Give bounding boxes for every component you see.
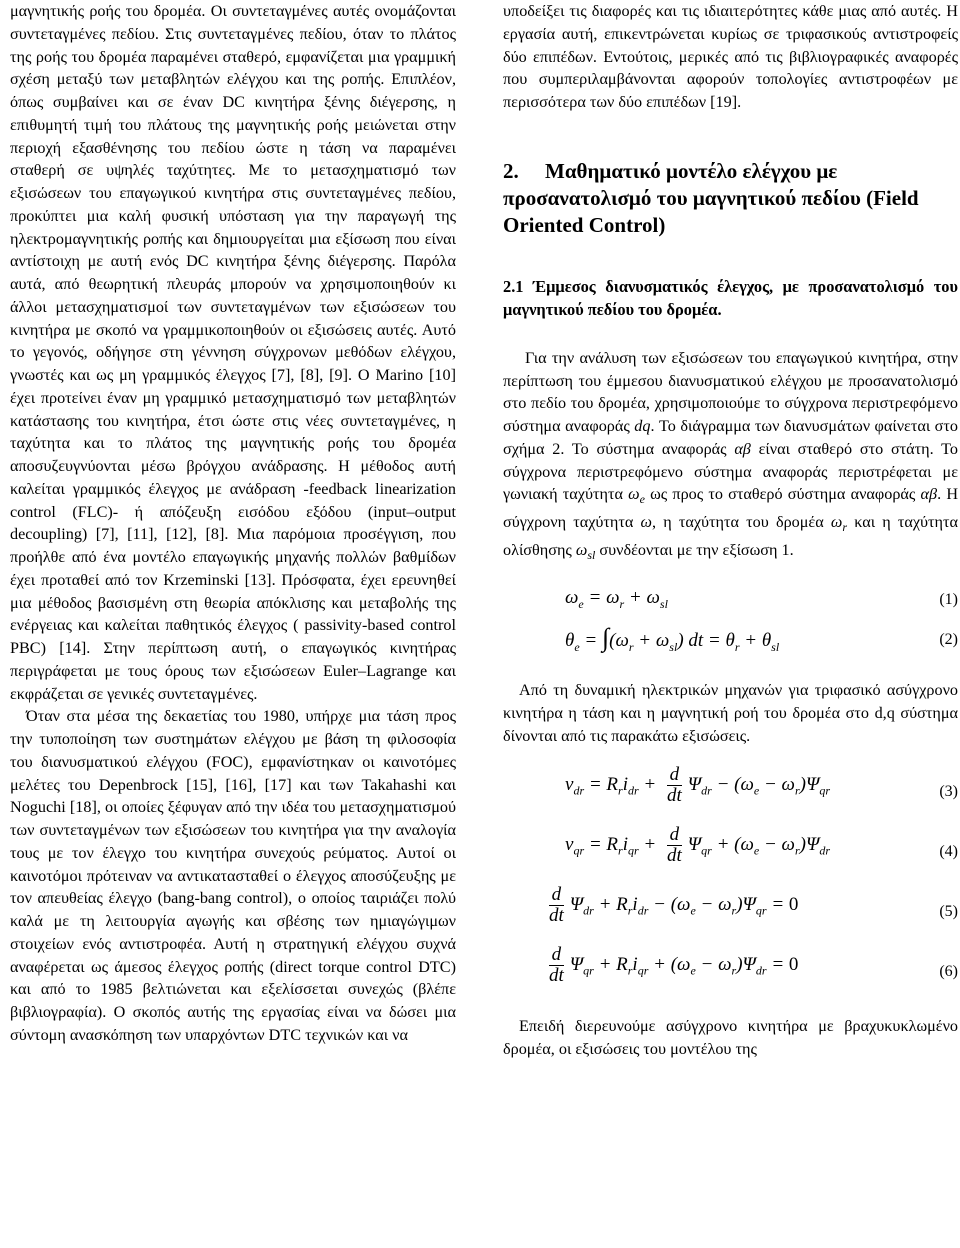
equation-3: $v_{dr} = R_ri_{dr}$ + $\frac{d}{dt}$ $\Psi_{dr} - (\omega_e - \omega_r)\Psi_{qr}$ (3) [565,764,958,807]
left-paragraph-1: μαγνητικής ροής του δρομέα. Οι συντεταγμένες αυτές ονομάζονται συντεταγμένες πεδίου. Στις συντεταγμένες πεδίου, όταν το πλάτος της ροής του δρομέα παραμένει σταθερό, εμφανίζεται μια γραμμική σχέση μεταξύ των μεταβλητών ελέγχου και της ροπής. Επιπλέον, όπως συμβαίνει και σε έναν DC κινητήρα ξένης διέγερσης, η επιθυμητή τιμή του πλάτους της μαγνητικής ροής μειώνεται στην περιοχή εξασθένησης του πεδίου ώστε η τάση να παραμένει σταθερή σε υψηλές ταχύτητες. Με το μετασχηματισμό των εξισώσεων του επαγωγικού κινητήρα στις συντεταγμένες πεδίου, προκύπτει μια καλή φυσική υπόσταση για την παραγωγή της ηλεκτρομαγνητικής ροπής και δημιουργείται μια εξίσωση που είναι αντίστοιχη με αυτή ενός DC κινητήρα ξένης διέγερσης. Παρόλα αυτά, από θεωρητική πλευράς μπορούν να χρησιμοποιηθούν κι άλλοι μετασχηματισμοί των συντεταγμένων των εξισώσεων του κινητήρα με σκοπό να γραμμικοποιηθούν οι εξισώσεις αυτές. Αυτό το γεγονός, οδήγησε στη γέννηση σύγχρονων μεθόδων ελέγχου, γνωστές και ως μη γραμμικός έλεγχος [7], [8], [9]. Ο Marino [10] έχει προτείνει έναν μη γραμμικό μετασχηματισμό των μεταβλητών κατάστασης του κινητήρα, έτσι ώστε στις νέες συντεταγμένες, η ταχύτητα και το πλάτος της μαγνητικής ροής του δρομέα αποσυζευγνύονται μέσω βρόγχου ανάδρασης. Η μέθοδος αυτή καλείται γραμμικός έλεγχος με ανάδραση -feedback linearization control (FLC)- ή απόζευξη εισόδου εξόδου (input–output decoupling) [7], [11], [12], [8]. Μια παρόμοια προσέγγιση, που προήλθε από ένα μοντέλο επαγωγικής μηχανής πολλών βαθμίδων έχει προταθεί από τον Krzeminski [13]. Πρόσφατα, έχει ερευνηθεί μια μέθοδος βασισμένη στη θεωρία απόκλισης και μεταβολής της ενέργειας και καλείται παθητικός έλεγχος ( passivity-based control PBC) [14]. Στην περίπτωση αυτή, ο επαγωγικός κινητήρας περιγράφεται με τους όρους των εξισώσεων Euler–Lagrange και εκφράζεται σε γενικές συντεταγμένες. [10,2,456,703]
equation-1: $\omega_e = \omega_r + \omega_{sl}$ (1) [565,587,958,611]
model-paragraph: Από τη δυναμική ηλεκτρικών μηχανών για τριφασικό ασύγχρονο κινητήρα η τάση και η μαγνητική ροή του δρομέα στο d,q σύστημα δίνονται από τις παρακάτω εξισώσεις. [503,681,958,745]
equation-5: $\frac{d}{dt}$ $\Psi_{dr} + R_ri_{dr} - (\omega_e - \omega_r)\Psi_{qr} = 0$ (5) [549,884,958,927]
subsection-heading: 2.1 Έμμεσος διανυσματικός έλεγχος, με προσανατολισμό του μαγνητικού πεδίου του δρομέα. [503,276,958,319]
end-paragraph: Επειδή διερευνούμε ασύγχρονο κινητήρα με βραχυκυκλωμένο δρομέα, οι εξισώσεις του μοντέλου της [503,1017,958,1059]
equation-2: $\theta_e = \int(\omega_r + \omega_{sl})$ dt = $\theta_r + \theta_{sl}$ (2) [565,623,958,654]
right-paragraph-top: υποδείξει τις διαφορές και τις ιδιαιτερότητες κάθε μιας από αυτές. Η εργασία αυτή, επικεντρώνεται κυρίως σε τριφασικούς αντιστροφείς δύο επιπέδων. Εντούτοις, μερικές από τις βιβλιογραφικές αναφορές που συμπεριλαμβάνονται αφορούν τοπολογίες αντιστροφέων με περισσότερα των δύο επιπέδων [19]. [503,2,958,111]
left-paragraph-2: Όταν στα μέσα της δεκαετίας του 1980, υπήρχε μια τάση προς την τυποποίηση των συστημάτων ελέγχου με βάση τη φιλοσοφία του διανυσματικού ελέγχου (FOC), εμφανίστηκαν οι καινοτόμες μελέτες του Depenbrock [15], [16], [17] και των Takahashi και Noguchi [18], οι οποίες ξέφυγαν από την ιδέα του μετασχηματισμού των συντεταγμένων των εξισώσεων του κινητήρα για την αναλογία τους με τον έλεγχο του κινητήρα συνεχούς ρεύματος. Αυτοί οι καινοτόμοι πρότειναν να αντικατασταθεί ο έλεγχος αποσύζευξης με τον απευθείας έλεγχο (bang-bang control), ο οποίος ταιριάζει πολύ καλά με τη λειτουργία αγωγής και σβέσης των ημιαγώγιμων στοιχείων ενός αντιστροφέα. Αυτή η στρατηγική ελέγχου συχνά αναφέρεται ως άμεσος έλεγχος ροπής (direct torque control DTC) και από το 1985 βελτιώνεται και εξελίσσεται συνεχώς (βλέπε βιβλιογραφία). Ο σκοπός αυτής της εργασίας είναι να δώσει μια σύντομη ανασκόπηση των υπαρχόντων DTC τεχνικών και να [10,707,456,1044]
equation-4: $v_{qr} = R_ri_{qr}$ + $\frac{d}{dt}$ $\Psi_{qr} + (\omega_e - \omega_r)\Psi_{dr}$ (4) [565,824,958,867]
left-column [10,0,456,1047]
intro-paragraph: Για την ανάλυση των εξισώσεων του επαγωγικού κινητήρα, στην περίπτωση του έμμεσου διανυσματικού ελέγχου με προσανατολισμό στο πεδίο του δρομέα, χρησιμοποιούμε το σύγχρονα περιστρεφόμενο σύστημα αναφοράς dq. Το διάγραμμα των διανυσμάτων φαίνεται στο σχήμα 2. Το σύστημα αναφοράς αβ είναι σταθερό στο στάτη. Το σύγχρονα περιστρεφόμενο σύστημα αναφοράς περιστρέφεται με γωνιακή ταχύτητα $\omega_e$ ως προς το σταθερό σύστημα αναφοράς αβ. Η σύγχρονη ταχύτητα ω, η ταχύτητα του δρομέα $\omega_r$ και η ταχύτητα ολίσθησης $\omega_{sl}$ συνδέονται με την εξίσωση 1. [503,348,959,563]
section-heading: 2. Μαθηματικό μοντέλο ελέγχου με προσανατολισμό του μαγνητικού πεδίου (Field Oriented Control) [503,158,919,237]
right-column [503,0,958,1061]
equation-6: $\frac{d}{dt}$ $\Psi_{qr} + R_ri_{qr} + (\omega_e - \omega_r)\Psi_{dr} = 0$ (6) [549,944,958,987]
